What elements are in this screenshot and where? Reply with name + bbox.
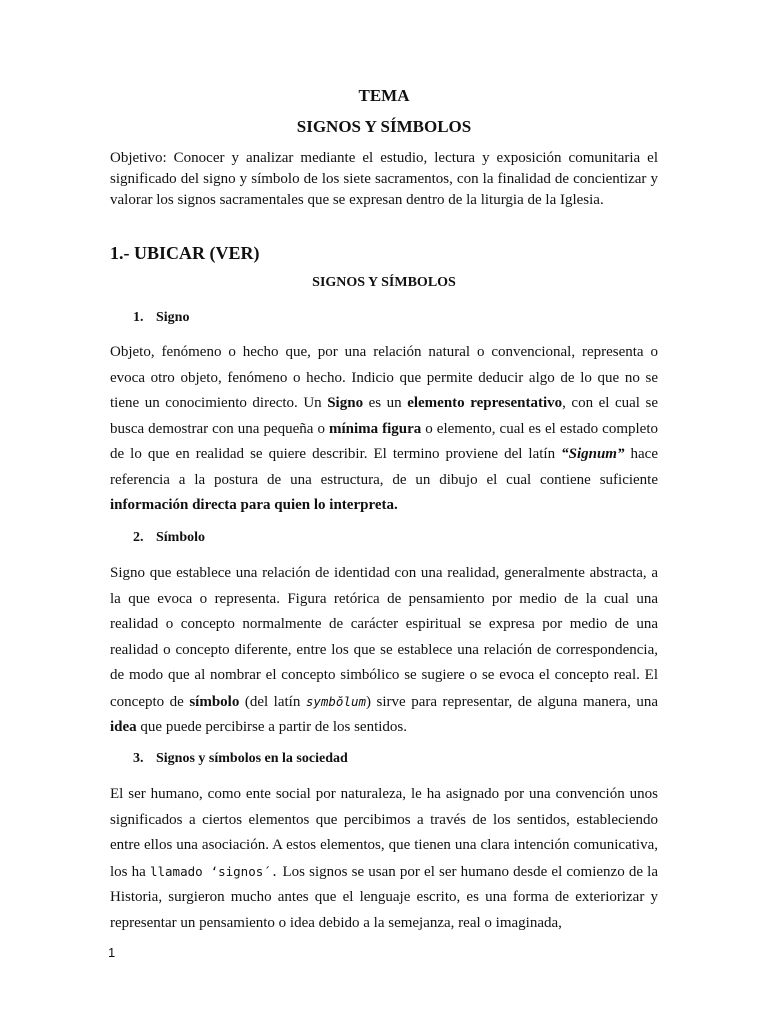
list-item-label: Signos y símbolos en la sociedad xyxy=(156,751,348,766)
topic-label: TEMA xyxy=(358,86,410,105)
text-run: Objeto, fenómeno o hecho que, por una relación natural o convencional, representa o evoca otro objeto, fenómeno o hecho. Indicio que permite deducir algo de lo que no se tiene un conocimiento directo. Un xyxy=(110,344,658,411)
text-run: , con el cual se busca demostrar con una pequeña o xyxy=(110,395,658,437)
page-number: 1 xyxy=(108,945,116,960)
signo-paragraph xyxy=(110,340,658,519)
bold-term: Signo xyxy=(327,395,364,411)
bold-term: elemento representativo xyxy=(407,395,563,411)
list-item-simbolo xyxy=(133,530,205,546)
text-run: ) sirve para representar, de alguna manera, una xyxy=(366,693,658,710)
list-item-number: 1. xyxy=(133,310,144,325)
text-run: (del latín xyxy=(239,693,306,710)
quoted-term: llamado ‘signos´. xyxy=(149,863,279,879)
text-run: El ser humano, como ente social por naturaleza, le ha asignado por una convención unos significados a ciertos elementos que percibimos a través de los sentidos, estableciendo entre ellos una asociación. A estos elementos, que tienen una clara intención comunicativa, los ha xyxy=(110,786,658,880)
list-item-number: 3. xyxy=(133,751,144,766)
list-item-label: Signo xyxy=(156,310,190,325)
latin-term: “Signum” xyxy=(561,446,625,462)
section-subheading: SIGNOS Y SÍMBOLOS xyxy=(312,275,456,290)
objective-paragraph: Objetivo: Conocer y analizar mediante el estudio, lectura y exposición comunitaria el significado del signo y símbolo de los siete sacramentos, con la finalidad de concientizar y valorar los signos sacramentales que se expresan dentro de la liturgia de la Iglesia. xyxy=(110,150,658,208)
list-item-number: 2. xyxy=(133,530,144,545)
list-item-label: Símbolo xyxy=(156,530,206,545)
bold-term: idea xyxy=(110,719,137,735)
text-run: hace referencia a la postura de una estructura, de un dibujo el cual contiene suficiente xyxy=(110,446,658,488)
text-run: es un xyxy=(363,395,408,411)
bold-term: símbolo xyxy=(189,693,240,710)
list-item-signo xyxy=(133,310,189,326)
simbolo-paragraph xyxy=(110,561,658,741)
bold-term: información directa para quien lo interpreta. xyxy=(110,497,398,513)
text-run: Los signos se usan por el ser humano desde el comienzo de la Historia, surgieron mucho antes que el lenguaje escrito, es una forma de exteriorizar y representar un pensamiento o idea debido a la semejanza, real o imaginada, xyxy=(110,863,658,931)
text-run: Signo que establece una relación de identidad con una realidad, generalmente abstracta, a la que evoca o representa. Figura retórica de pensamiento por medio de la cual una realidad o concepto normalmente de carácter espiritual se expresa por medio de una realidad o concepto diferente, entre los que se establece una relación de correspondencia, de modo que al nombrar el concepto simbólico se sugiere o se evoca el concepto real. El concepto de xyxy=(110,565,658,710)
text-run: o elemento, cual es el estado completo de lo que en realidad se quiere describir. El termino proviene del latín xyxy=(110,420,658,462)
text-run: que puede percibirse a partir de los sentidos. xyxy=(136,719,408,735)
document-title: SIGNOS Y SÍMBOLOS xyxy=(296,117,472,136)
list-item-sociedad xyxy=(133,751,348,767)
latin-term: symbŏlum xyxy=(305,693,367,709)
bold-term: mínima figura xyxy=(328,420,422,437)
sociedad-paragraph xyxy=(110,782,658,936)
section-heading: 1.- UBICAR (VER) xyxy=(110,243,260,263)
